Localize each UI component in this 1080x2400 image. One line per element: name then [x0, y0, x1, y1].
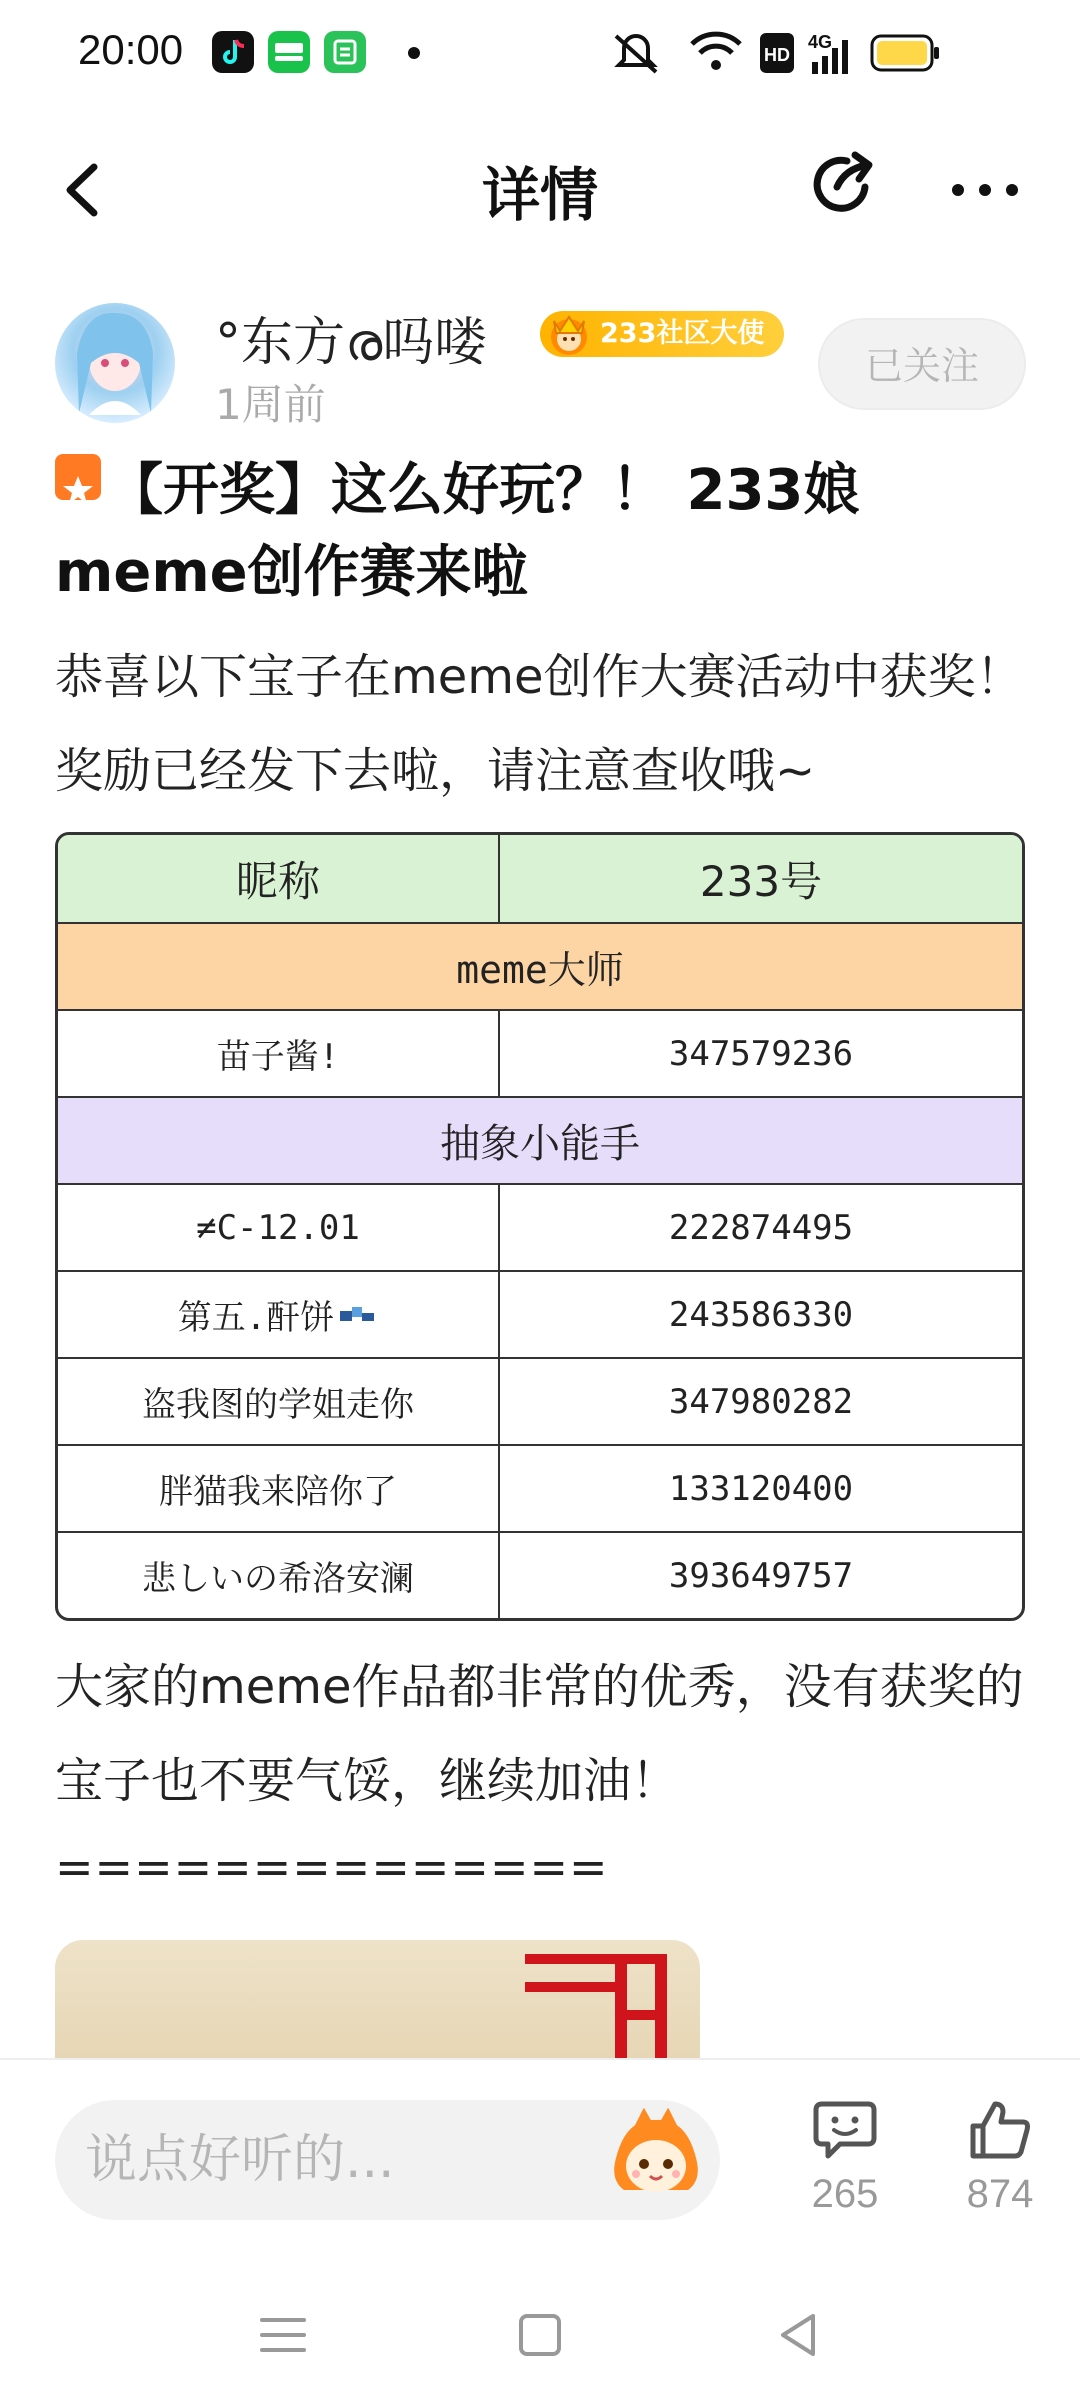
table-row: [58, 1357, 1022, 1444]
author-avatar[interactable]: [55, 303, 175, 423]
seal-stamp-image: [55, 1940, 700, 2060]
column-header-nickname: 昵称: [58, 835, 500, 922]
like-count: 874: [966, 2172, 1034, 2216]
winner-id: 347980282: [668, 1381, 854, 1422]
table-section-row: [58, 922, 1022, 1009]
wifi-icon: [692, 34, 740, 70]
featured-star-icon: [55, 454, 101, 500]
comment-icon: [810, 2098, 880, 2162]
hd-icon: [760, 33, 794, 73]
badge-label: 233社区大使: [600, 318, 765, 349]
like-button[interactable]: [945, 2098, 1055, 2228]
share-icon: [805, 145, 885, 225]
author-name[interactable]: °东方ര吗喽: [215, 313, 487, 373]
table-row: [58, 1444, 1022, 1531]
post-image[interactable]: [55, 1940, 700, 2060]
crown-mascot-icon: [540, 305, 598, 363]
comment-bar: [0, 2058, 1080, 2238]
back-nav-button[interactable]: [763, 2300, 833, 2370]
4g-signal-icon: [808, 32, 848, 74]
post-outro-text: 大家的meme作品都非常的优秀，没有获奖的宝子也不要气馁，继续加油！: [55, 1659, 1024, 1809]
green-app-icon: [324, 31, 366, 73]
menu-icon: [248, 2300, 318, 2370]
mascot-emoji-icon[interactable]: [606, 2108, 706, 2208]
header: [0, 130, 1080, 250]
triangle-back-icon: [763, 2300, 833, 2370]
separator-line: ==============: [55, 1840, 609, 1894]
follow-button[interactable]: 已关注: [818, 318, 1026, 410]
thumbs-up-icon: [965, 2098, 1035, 2162]
more-options-button[interactable]: [940, 155, 1030, 225]
post-title: [55, 450, 1035, 614]
winner-nickname: 盗我图的学姐走你: [58, 1359, 500, 1444]
table-section-row: [58, 1096, 1022, 1183]
status-bar: [0, 0, 1080, 110]
more-icon: [940, 155, 1030, 225]
winner-id: 393649757: [668, 1555, 854, 1596]
share-button[interactable]: [805, 145, 885, 225]
winners-table: [55, 832, 1025, 1621]
comment-input[interactable]: 说点好听的...: [55, 2100, 720, 2220]
comment-count-button[interactable]: [790, 2098, 900, 2228]
table-row: [58, 1531, 1022, 1618]
table-header-row: [58, 835, 1022, 922]
pixel-emoji-icon: [338, 1303, 378, 1327]
post-title-text: 【开奖】这么好玩？！ 233娘meme创作赛来啦: [55, 458, 860, 605]
post-intro-text: 恭喜以下宝子在meme创作大赛活动中获奖！奖励已经发下去啦，请注意查收哦~: [55, 649, 1024, 799]
winner-nickname: 苗子酱!: [58, 1011, 500, 1096]
winner-id: 347579236: [668, 1033, 854, 1074]
iqiyi-icon: [268, 31, 310, 73]
section-title: meme大师: [456, 948, 624, 992]
status-time: 20:00: [78, 26, 184, 73]
winner-id: 243586330: [668, 1294, 854, 1335]
winner-id: 133120400: [668, 1468, 854, 1509]
section-title: 抽象小能手: [440, 1121, 640, 1167]
ambassador-badge: [540, 311, 784, 357]
winner-id: 222874495: [668, 1207, 854, 1248]
system-status-icons: [610, 0, 1010, 110]
winner-nickname: 悲しいの希洛安澜: [58, 1533, 500, 1618]
square-icon: [505, 2300, 575, 2370]
table-row: [58, 1183, 1022, 1270]
home-button[interactable]: [505, 2300, 575, 2370]
table-row: [58, 1009, 1022, 1096]
svg-text:HD: HD: [764, 45, 790, 65]
page-title: 详情: [481, 161, 598, 229]
tiktok-icon: [212, 31, 254, 73]
comment-count: 265: [811, 2172, 879, 2216]
recent-apps-button[interactable]: [248, 2300, 318, 2370]
table-row: [58, 1270, 1022, 1357]
winner-nickname: 胖猫我来陪你了: [58, 1446, 500, 1531]
winner-nickname: [58, 1272, 500, 1357]
svg-text:4G: 4G: [808, 32, 833, 52]
winner-nickname-text: 第五.酐饼: [177, 1298, 335, 1338]
post-time: 1周前: [215, 380, 326, 429]
notification-dot: [408, 47, 420, 59]
column-header-id: 233号: [699, 856, 823, 906]
system-nav-bar: [0, 2270, 1080, 2400]
battery-icon: [872, 36, 939, 70]
mute-icon: [616, 36, 656, 72]
winner-nickname: ≠C-12.01: [58, 1185, 500, 1270]
